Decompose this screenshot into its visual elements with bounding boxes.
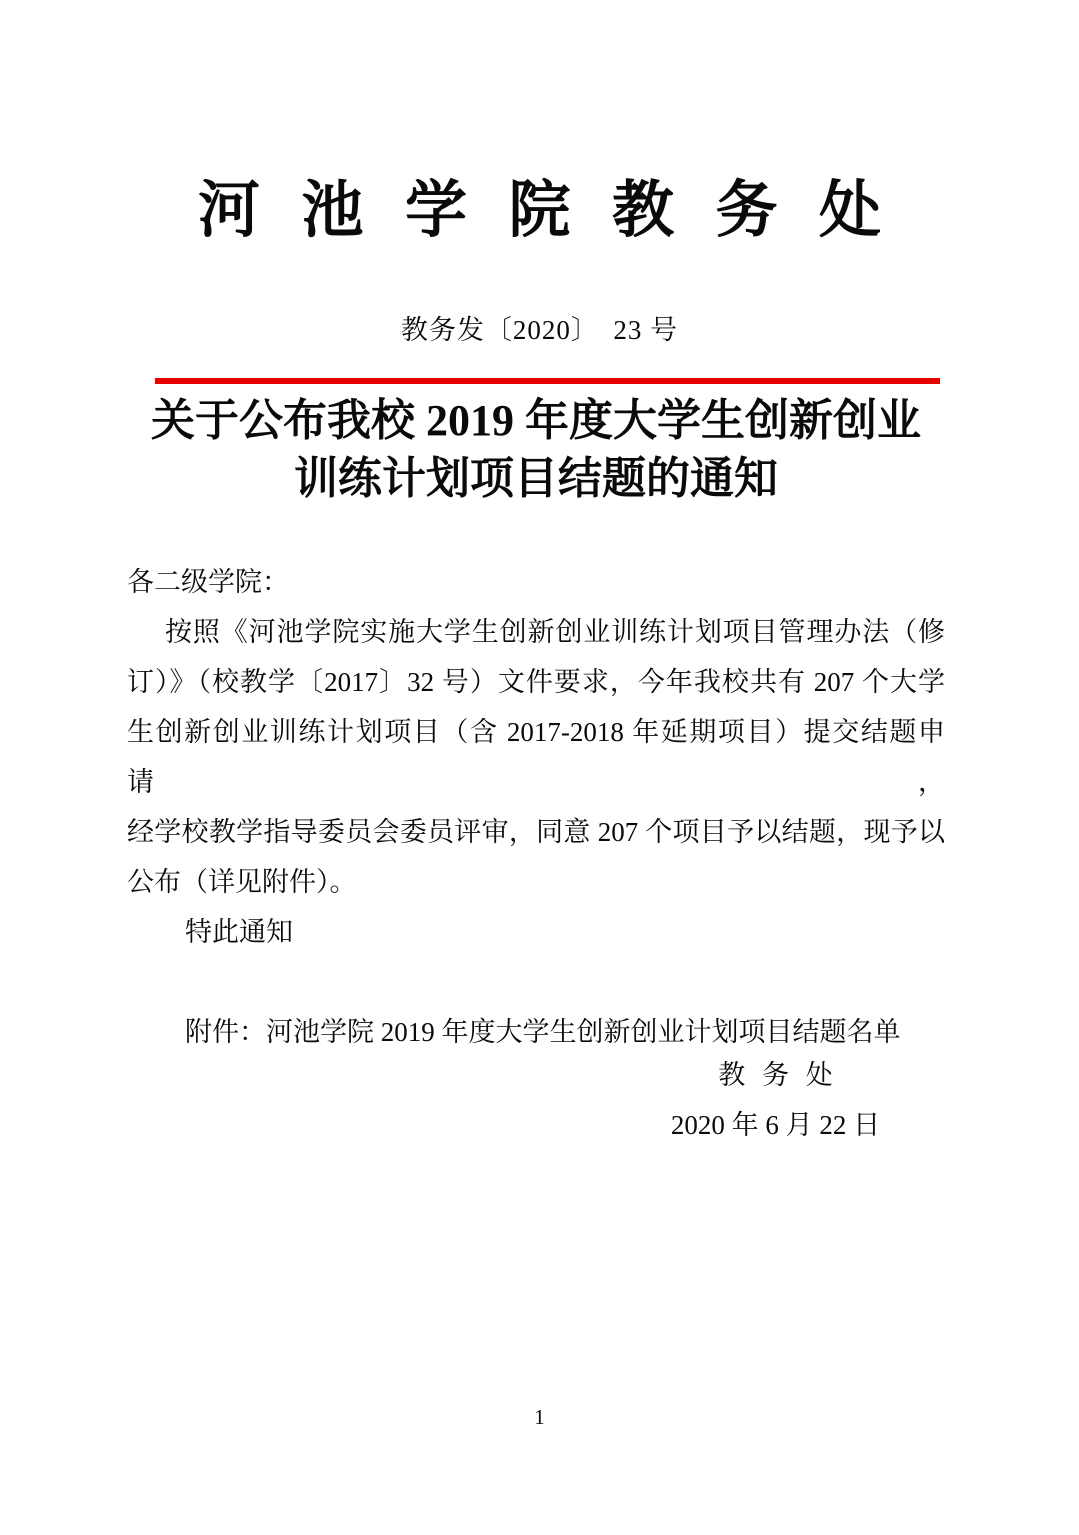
notice-body: [127, 557, 945, 1057]
closing-line: 特此通知: [185, 917, 293, 947]
red-separator-line: [155, 378, 940, 384]
signature-date: 2020 年 6 月 22 日: [670, 1110, 881, 1140]
salutation: 各二级学院：: [127, 567, 289, 597]
body-line-1: 按照《河池学院实施大学生创新创业训练计划项目管理办法（修: [165, 617, 945, 647]
body-line-4: 经学校教学指导委员会委员评审，同意 207 个项目予以结题，现予以: [127, 817, 945, 847]
spacer: [127, 957, 945, 1007]
notice-title: [127, 392, 945, 508]
page-number: 1: [534, 1405, 545, 1429]
notice-title-line2: 训练计划项目结题的通知: [294, 454, 778, 503]
body-line-2: 订）》（校教学〔2017〕32 号）文件要求，今年我校共有 207 个大学: [127, 667, 945, 697]
signature-department: 教 务 处: [718, 1060, 833, 1090]
org-title: 河 池 学 院 教 务 处: [197, 177, 881, 245]
attachment-line: 附件：河池学院 2019 年度大学生创新创业计划项目结题名单: [185, 1017, 901, 1047]
body-line-3: 生创新创业训练计划项目（含 2017-2018 年延期项目）提交结题申请，: [127, 717, 945, 797]
signature-block: [548, 1050, 1003, 1150]
doc-number: 教务发〔2020〕 23 号: [400, 315, 679, 345]
body-line-5: 公布（详见附件）。: [127, 867, 357, 897]
notice-title-line1: 关于公布我校 2019 年度大学生创新创业: [151, 396, 921, 445]
